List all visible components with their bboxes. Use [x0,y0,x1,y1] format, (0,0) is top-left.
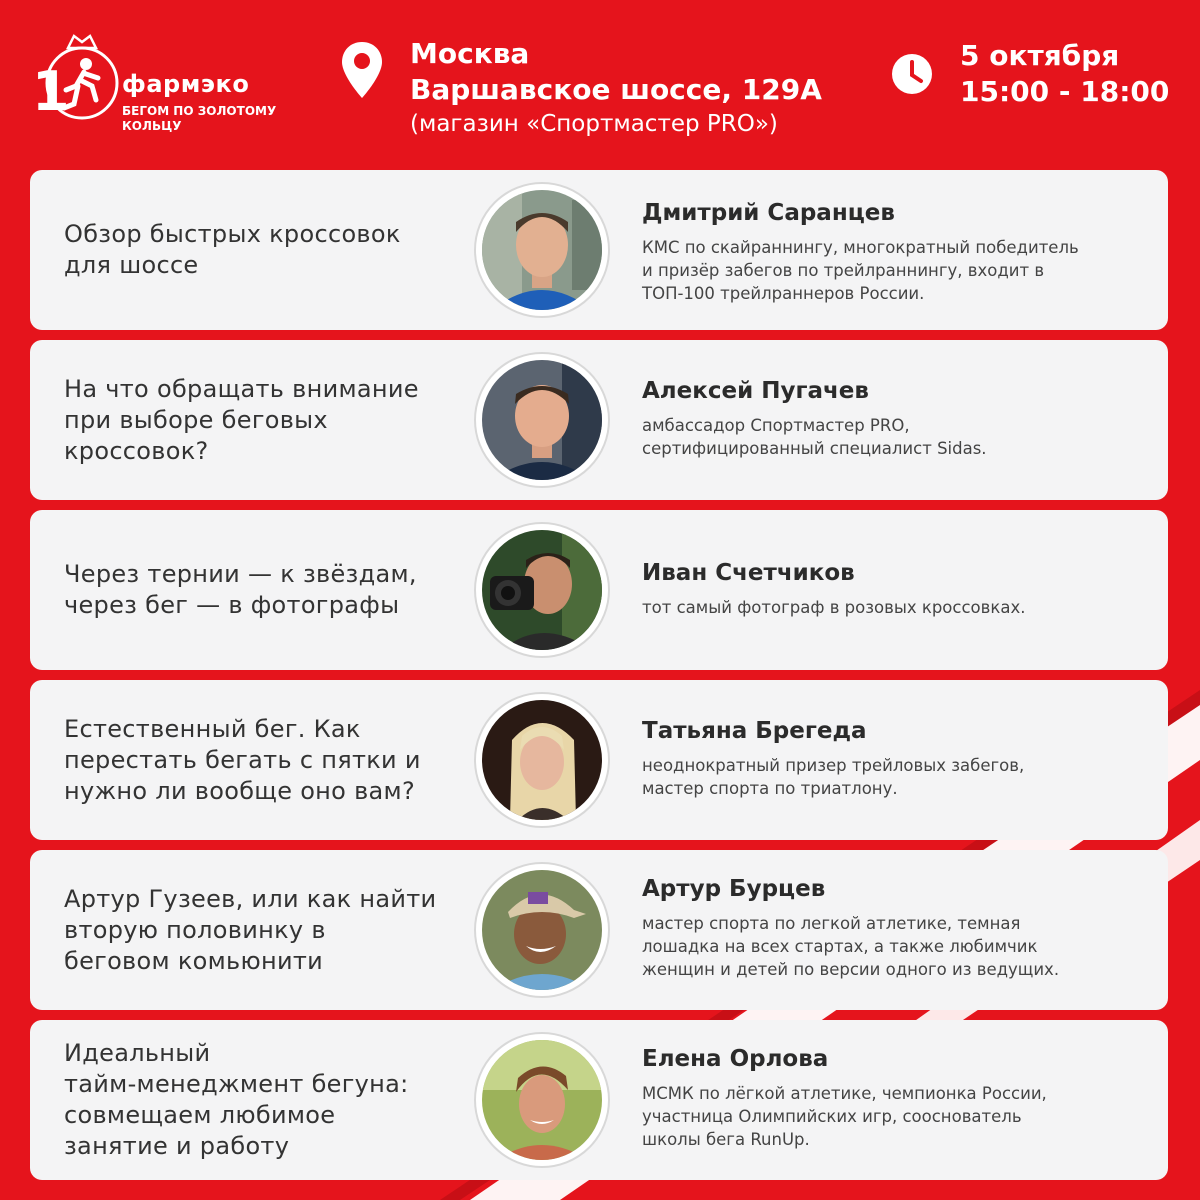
location-store: (магазин «Спортмастер PRO») [410,111,778,137]
speaker-avatar-frame [474,692,610,828]
speaker-name: Алексей Пугачев [642,378,869,404]
logo-brand-text: фармэко [122,70,250,98]
speaker-bio: тот самый фотограф в розовых кроссовках. [642,598,1026,617]
event-header [0,0,1200,160]
event-schedule [960,38,1190,110]
speaker-card [30,680,1168,840]
speaker-card [30,850,1168,1010]
location-address: Варшавское шоссе, 129А [410,73,822,106]
speaker-card [30,340,1168,500]
speaker-bio: амбассадор Спортмастер PRO, сертифицированный специалист Sidas. [642,416,987,458]
talk-topic: Идеальный тайм-менеджмент бегуна: совмещаем любимое занятие и работу [64,1039,409,1160]
speaker-info [642,558,1157,619]
event-date: 5 октября [960,39,1120,72]
avatar [482,1040,602,1160]
logo-subtitle: БЕГОМ ПО ЗОЛОТОМУ КОЛЬЦУ [122,104,277,133]
speaker-info [642,716,1157,800]
pharmeco-logo [30,28,290,133]
location-city: Москва [410,37,530,70]
avatar [482,190,602,310]
speaker-name: Татьяна Брегеда [642,718,867,744]
event-time: 15:00 - 18:00 [960,75,1170,108]
speaker-avatar-frame [474,862,610,998]
speaker-avatar-frame [474,1032,610,1168]
speaker-card [30,510,1168,670]
speaker-name: Елена Орлова [642,1046,829,1072]
event-location [410,36,860,140]
speaker-name: Иван Счетчиков [642,560,855,586]
speaker-card [30,170,1168,330]
avatar [482,870,602,990]
speaker-avatar-frame [474,352,610,488]
talk-topic: Артур Гузеев, или как найти вторую половинку в беговом комьюнити [64,884,437,975]
svg-text:1: 1 [32,60,70,123]
speaker-card [30,1020,1168,1180]
speaker-info [642,1044,1157,1151]
speaker-bio: КМС по скайраннингу, многократный победитель и призёр забегов по трейлраннингу, входит в ТОП-100 трейлраннеров России. [642,238,1079,303]
speaker-info [642,198,1157,305]
speaker-bio: мастер спорта по легкой атлетике, темная лошадка на всех стартах, а также любимчик женщин и детей по версии одного из ведущих. [642,914,1060,979]
avatar [482,360,602,480]
runner-emblem-icon [30,28,120,123]
talk-topic: Естественный бег. Как перестать бегать с пятки и нужно ли вообще оно вам? [64,714,421,805]
speaker-name: Артур Бурцев [642,876,826,902]
speaker-avatar-frame [474,522,610,658]
speaker-bio: неоднократный призер трейловых забегов, мастер спорта по триатлону. [642,756,1025,798]
avatar [482,530,602,650]
speaker-info [642,376,1157,460]
talk-topic: На что обращать внимание при выборе беговых кроссовок? [64,374,419,465]
speaker-avatar-frame [474,182,610,318]
speaker-name: Дмитрий Саранцев [642,200,895,226]
location-pin-icon [340,40,384,100]
speaker-info [642,874,1157,981]
talk-topic: Через тернии — к звёздам, через бег — в фотографы [64,560,417,619]
avatar [482,700,602,820]
talk-topic: Обзор быстрых кроссовок для шоссе [64,220,401,279]
speaker-bio: МСМК по лёгкой атлетике, чемпионка России, участница Олимпийских игр, сооснователь школы бега RunUp. [642,1084,1047,1149]
clock-icon [890,52,934,96]
